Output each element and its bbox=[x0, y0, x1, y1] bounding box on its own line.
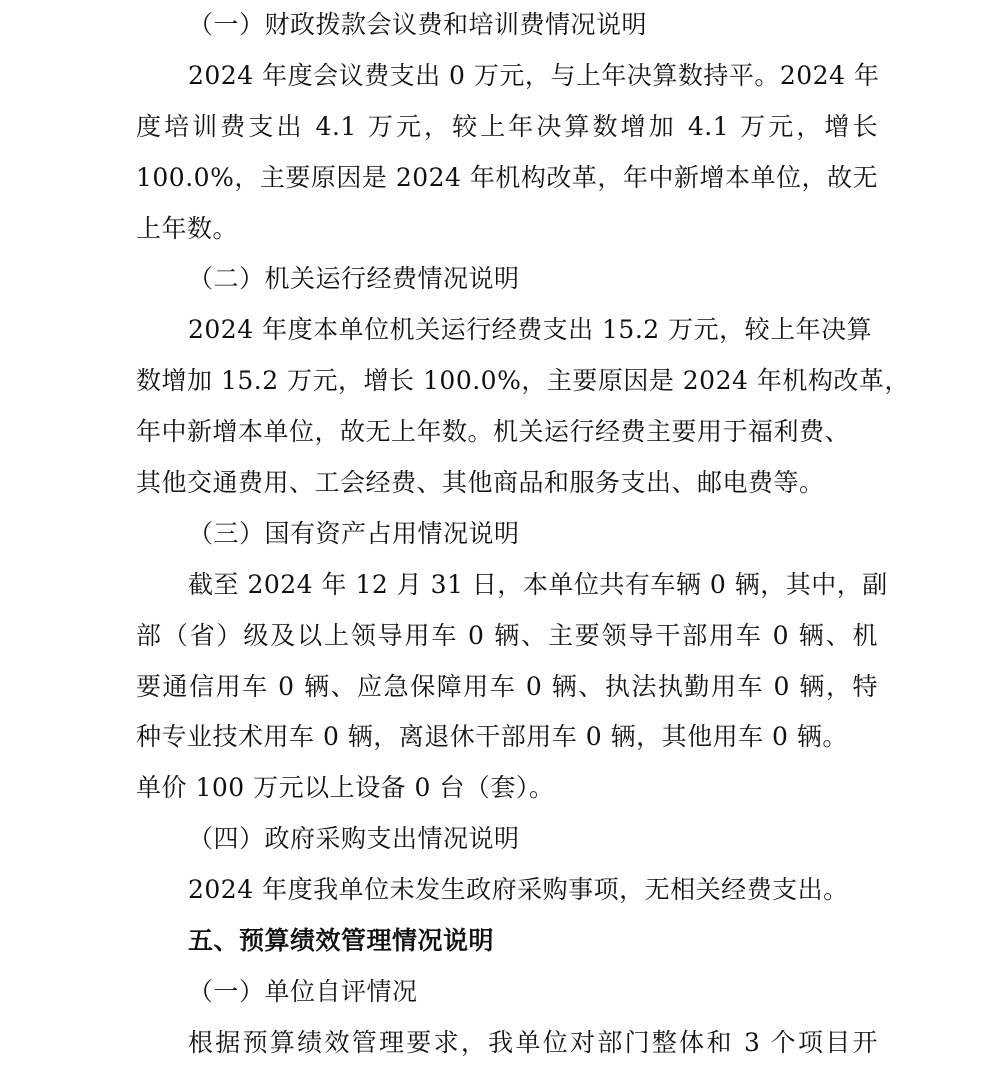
document-page bbox=[136, 0, 910, 1069]
paragraph-line: 要通信用车 0 辆、应急保障用车 0 辆、执法执勤用车 0 辆，特 bbox=[136, 671, 878, 701]
paragraph-line: 2024 年度会议费支出 0 万元，与上年决算数持平。2024 年 bbox=[188, 60, 880, 90]
paragraph-line: 2024 年度本单位机关运行经费支出 15.2 万元，较上年决算 bbox=[188, 315, 873, 345]
paragraph-line: 2024 年度我单位未发生政府采购事项，无相关经费支出。 bbox=[188, 875, 849, 905]
paragraph-line: 上年数。 bbox=[136, 213, 239, 243]
paragraph-line: 单价 100 万元以上设备 0 台（套）。 bbox=[136, 773, 555, 803]
section-heading-meeting-training-fees: （一）财政拨款会议费和培训费情况说明 bbox=[188, 10, 648, 39]
section-heading-operating-expenses: （二）机关运行经费情况说明 bbox=[188, 264, 520, 294]
paragraph-line: 100.0%，主要原因是 2024 年机构改革，年中新增本单位，故无 bbox=[136, 162, 878, 192]
paragraph-line: 度培训费支出 4.1 万元，较上年决算数增加 4.1 万元，增长 bbox=[136, 111, 878, 141]
section-heading-performance-management: 五、预算绩效管理情况说明 bbox=[188, 926, 495, 956]
section-heading-government-procurement: （四）政府采购支出情况说明 bbox=[188, 824, 520, 854]
paragraph-line: 根据预算绩效管理要求，我单位对部门整体和 3 个项目开 bbox=[188, 1027, 878, 1057]
paragraph-line: 部（省）级及以上领导用车 0 辆、主要领导干部用车 0 辆、机 bbox=[136, 620, 878, 650]
section-heading-state-assets: （三）国有资产占用情况说明 bbox=[188, 518, 520, 548]
paragraph-line: 截至 2024 年 12 月 31 日，本单位共有车辆 0 辆，其中，副 bbox=[188, 569, 888, 599]
paragraph-line: 年中新增本单位，故无上年数。机关运行经费主要用于福利费、 bbox=[136, 417, 851, 447]
section-heading-self-evaluation: （一）单位自评情况 bbox=[188, 976, 418, 1006]
paragraph-line: 其他交通费用、工会经费、其他商品和服务支出、邮电费等。 bbox=[136, 468, 825, 498]
paragraph-line: 数增加 15.2 万元，增长 100.0%，主要原因是 2024 年机构改革， bbox=[136, 366, 910, 396]
paragraph-line: 种专业技术用车 0 辆，离退休干部用车 0 辆，其他用车 0 辆。 bbox=[136, 722, 848, 752]
